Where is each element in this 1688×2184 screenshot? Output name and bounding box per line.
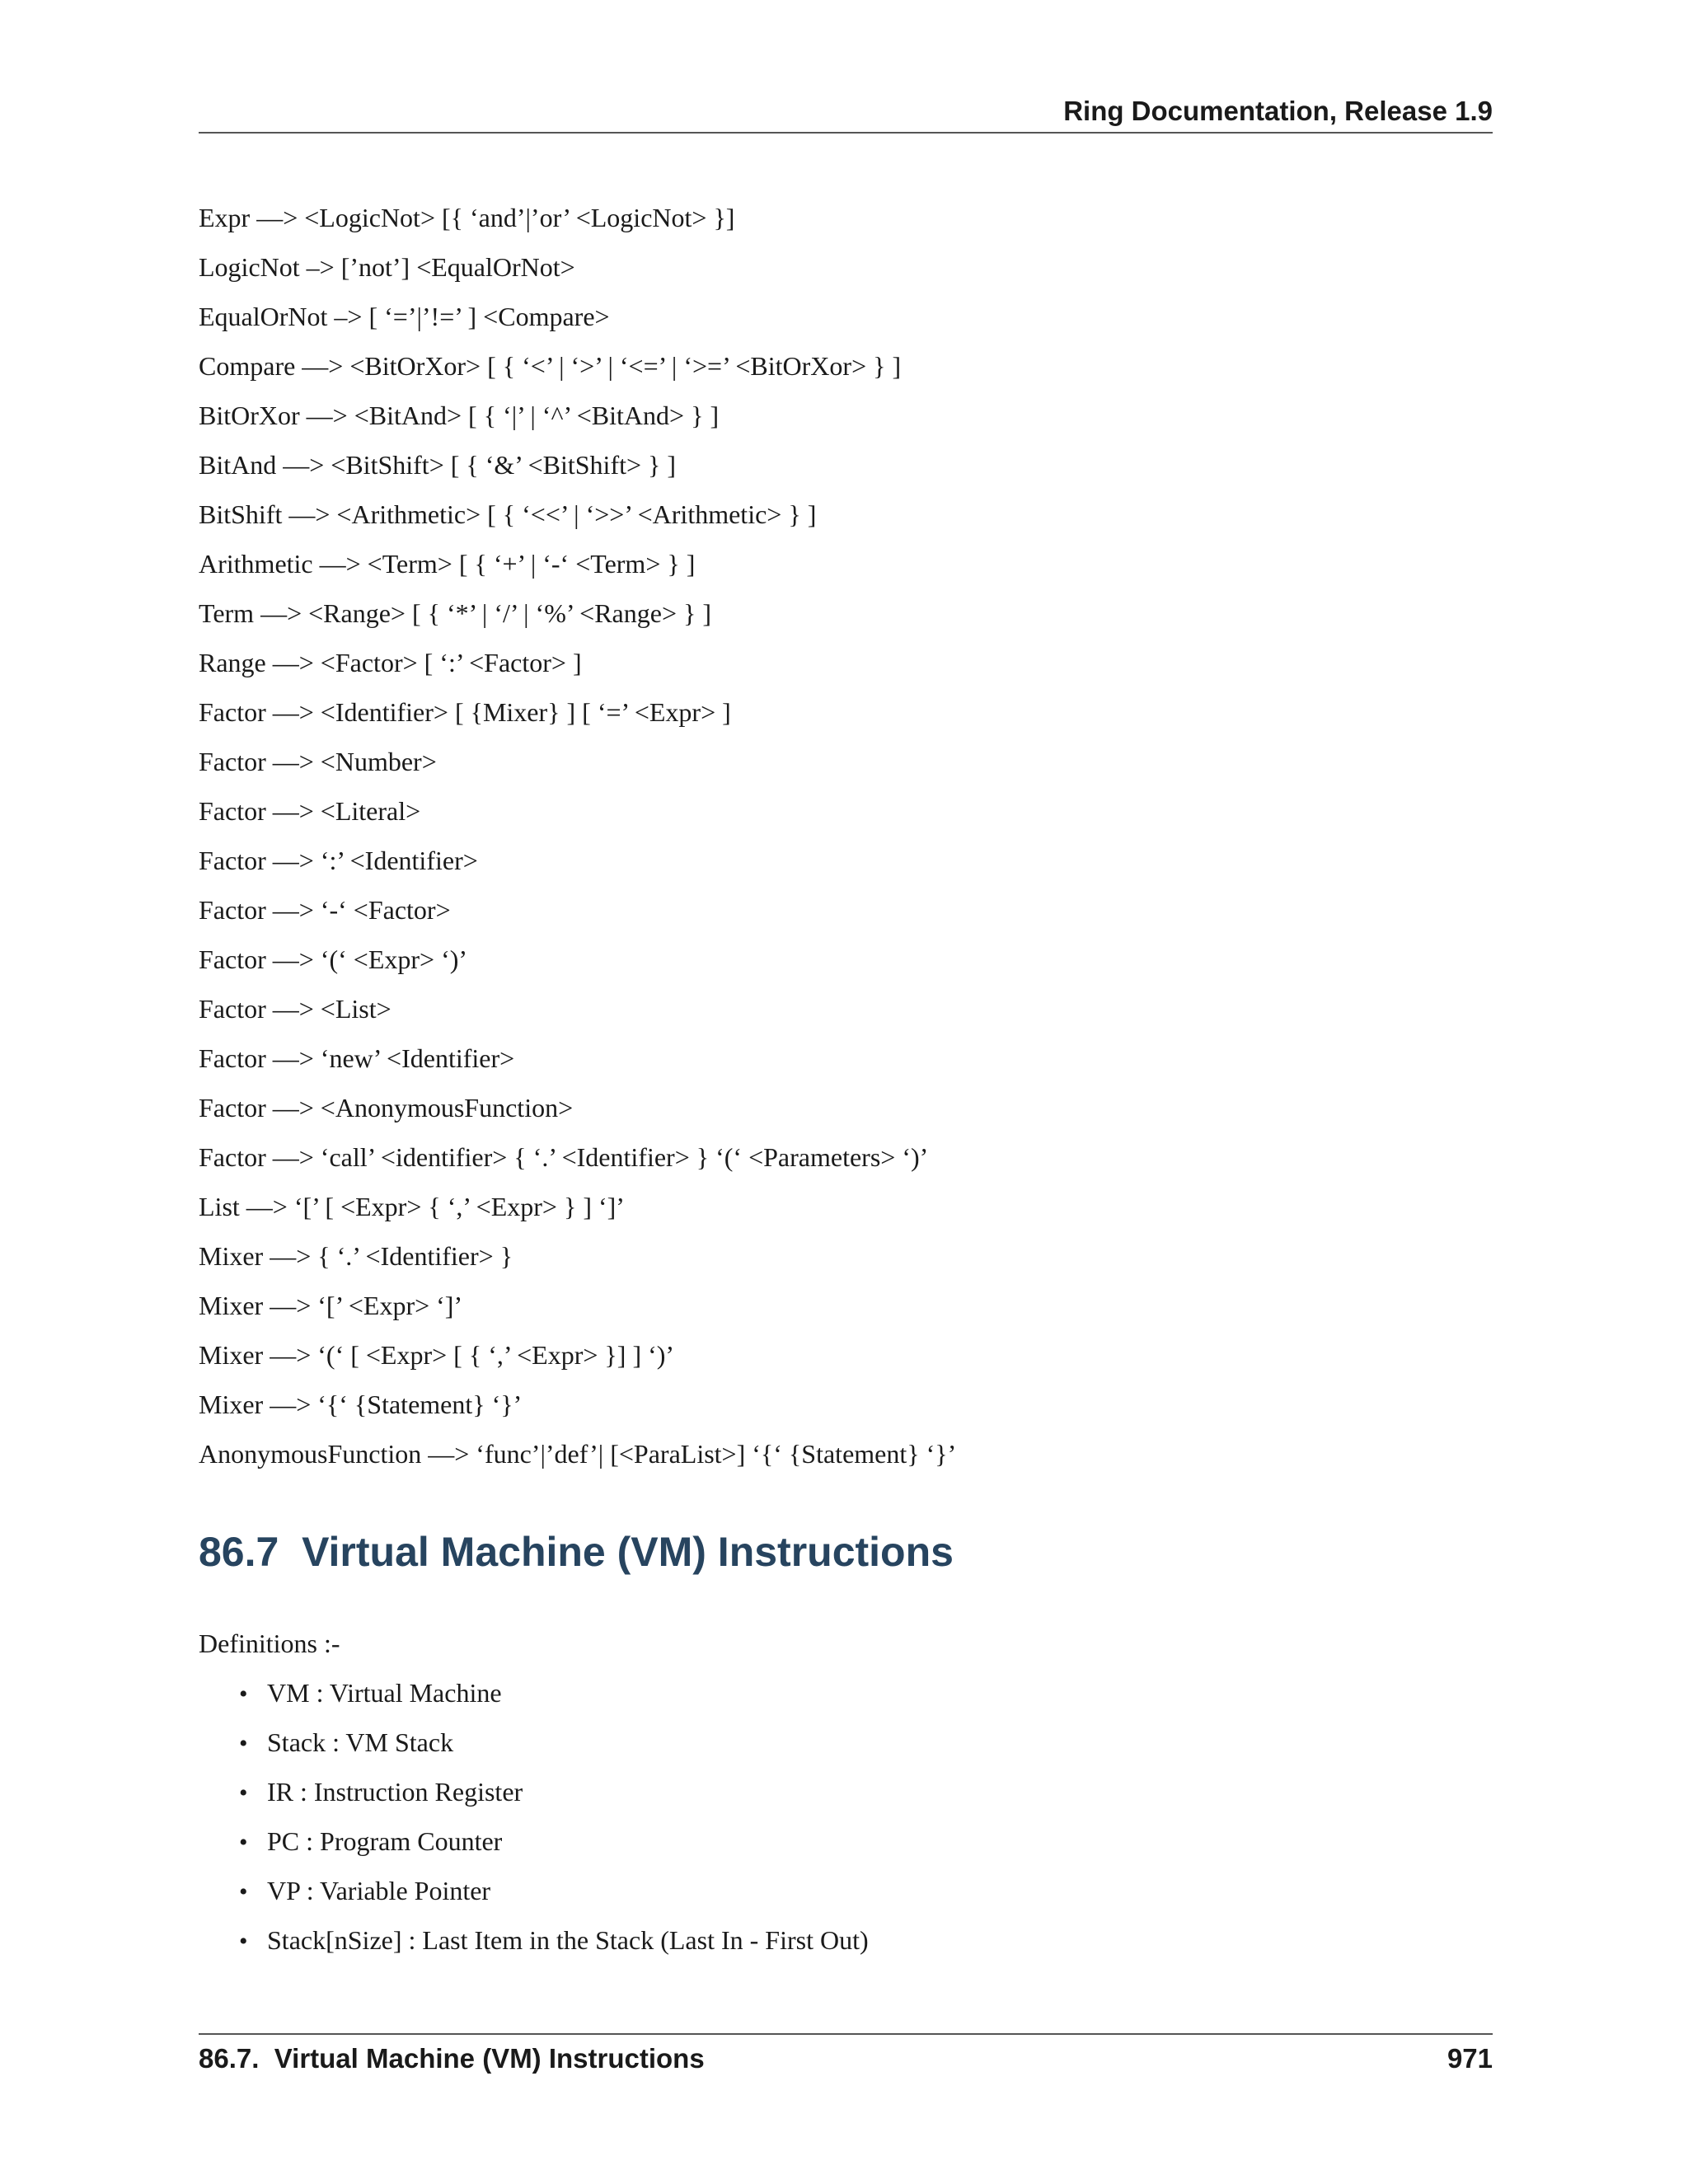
grammar-rule: Factor —> <Number> xyxy=(199,747,437,776)
bullet-icon: • xyxy=(239,1829,248,1856)
definition-item xyxy=(239,1671,869,1721)
bullet-icon: • xyxy=(239,1779,248,1807)
grammar-rule: LogicNot –> [’not’] <EqualOrNot> xyxy=(199,252,575,282)
definitions-list xyxy=(239,1671,869,1968)
bullet-icon: • xyxy=(239,1730,248,1757)
bullet-icon: • xyxy=(239,1928,248,1955)
grammar-rule: BitOrXor —> <BitAnd> [ { ‘|’ | ‘^’ <BitAnd> } ] xyxy=(199,401,720,430)
grammar-rule: Factor —> ‘-‘ <Factor> xyxy=(199,895,451,925)
grammar-rule: Factor —> ‘(‘ <Expr> ‘)’ xyxy=(199,944,468,974)
definition-text: VP : Variable Pointer xyxy=(267,1876,491,1905)
grammar-rule: BitAnd —> <BitShift> [ { ‘&’ <BitShift> } ] xyxy=(199,450,677,480)
footer-section-label: 86.7. Virtual Machine (VM) Instructions xyxy=(199,2043,705,2074)
definition-text: Stack[nSize] : Last Item in the Stack (Last In - First Out) xyxy=(267,1925,869,1955)
grammar-rule: Factor —> <Literal> xyxy=(199,796,421,826)
definition-item xyxy=(239,1869,869,1919)
grammar-rules-list xyxy=(199,196,1493,1482)
grammar-rule: Mixer —> ‘(‘ [ <Expr> [ { ‘,’ <Expr> }] ] ‘)’ xyxy=(199,1340,675,1370)
definition-item xyxy=(239,1770,869,1820)
grammar-rule: Compare —> <BitOrXor> [ { ‘<’ | ‘>’ | ‘<=’ | ‘>=’ <BitOrXor> } ] xyxy=(199,351,902,381)
grammar-rule: Factor —> <List> xyxy=(199,994,392,1024)
grammar-rule: Arithmetic —> <Term> [ { ‘+’ | ‘-‘ <Term> } ] xyxy=(199,549,696,579)
definition-text: IR : Instruction Register xyxy=(267,1777,523,1807)
grammar-rule: Mixer —> { ‘.’ <Identifier> } xyxy=(199,1241,513,1271)
definition-text: Stack : VM Stack xyxy=(267,1727,454,1757)
definition-item xyxy=(239,1919,869,1968)
section-heading: 86.7 Virtual Machine (VM) Instructions xyxy=(199,1529,954,1575)
definition-item xyxy=(239,1721,869,1770)
grammar-rule: Factor —> <Identifier> [ {Mixer} ] [ ‘=’ <Expr> ] xyxy=(199,697,731,727)
document-title: Ring Documentation, Release 1.9 xyxy=(1063,96,1493,126)
grammar-rule: Factor —> ‘call’ <identifier> { ‘.’ <Identifier> } ‘(‘ <Parameters> ‘)’ xyxy=(199,1142,929,1172)
grammar-rule: Expr —> <LogicNot> [{ ‘and’|’or’ <LogicNot> }] xyxy=(199,203,735,232)
grammar-rule: Term —> <Range> [ { ‘*’ | ‘/’ | ‘%’ <Range> } ] xyxy=(199,598,711,628)
page-footer xyxy=(199,2033,1493,2076)
grammar-rule: Mixer —> ‘{‘ {Statement} ‘}’ xyxy=(199,1390,523,1419)
grammar-rule: EqualOrNot –> [ ‘=’|’!=’ ] <Compare> xyxy=(199,302,610,331)
grammar-rule: Factor —> <AnonymousFunction> xyxy=(199,1093,574,1122)
page-header xyxy=(199,92,1493,134)
grammar-rule: Factor —> ‘new’ <Identifier> xyxy=(199,1043,515,1073)
bullet-icon: • xyxy=(239,1878,248,1905)
grammar-rule: AnonymousFunction —> ‘func’|’def’| [<ParaList>] ‘{‘ {Statement} ‘}’ xyxy=(199,1439,957,1469)
definitions-intro: Definitions :- xyxy=(199,1629,340,1658)
grammar-rule: Mixer —> ‘[’ <Expr> ‘]’ xyxy=(199,1291,463,1320)
definition-text: PC : Program Counter xyxy=(267,1826,503,1856)
page-number: 971 xyxy=(1447,2043,1493,2074)
grammar-rule: BitShift —> <Arithmetic> [ { ‘<<’ | ‘>>’ <Arithmetic> } ] xyxy=(199,499,817,529)
definition-text: VM : Virtual Machine xyxy=(267,1678,502,1708)
grammar-rule: List —> ‘[’ [ <Expr> { ‘,’ <Expr> } ] ‘]’ xyxy=(199,1192,625,1221)
grammar-rule: Range —> <Factor> [ ‘:’ <Factor> ] xyxy=(199,648,582,677)
grammar-rule: Factor —> ‘:’ <Identifier> xyxy=(199,846,478,875)
bullet-icon: • xyxy=(239,1680,248,1708)
definition-item xyxy=(239,1820,869,1869)
